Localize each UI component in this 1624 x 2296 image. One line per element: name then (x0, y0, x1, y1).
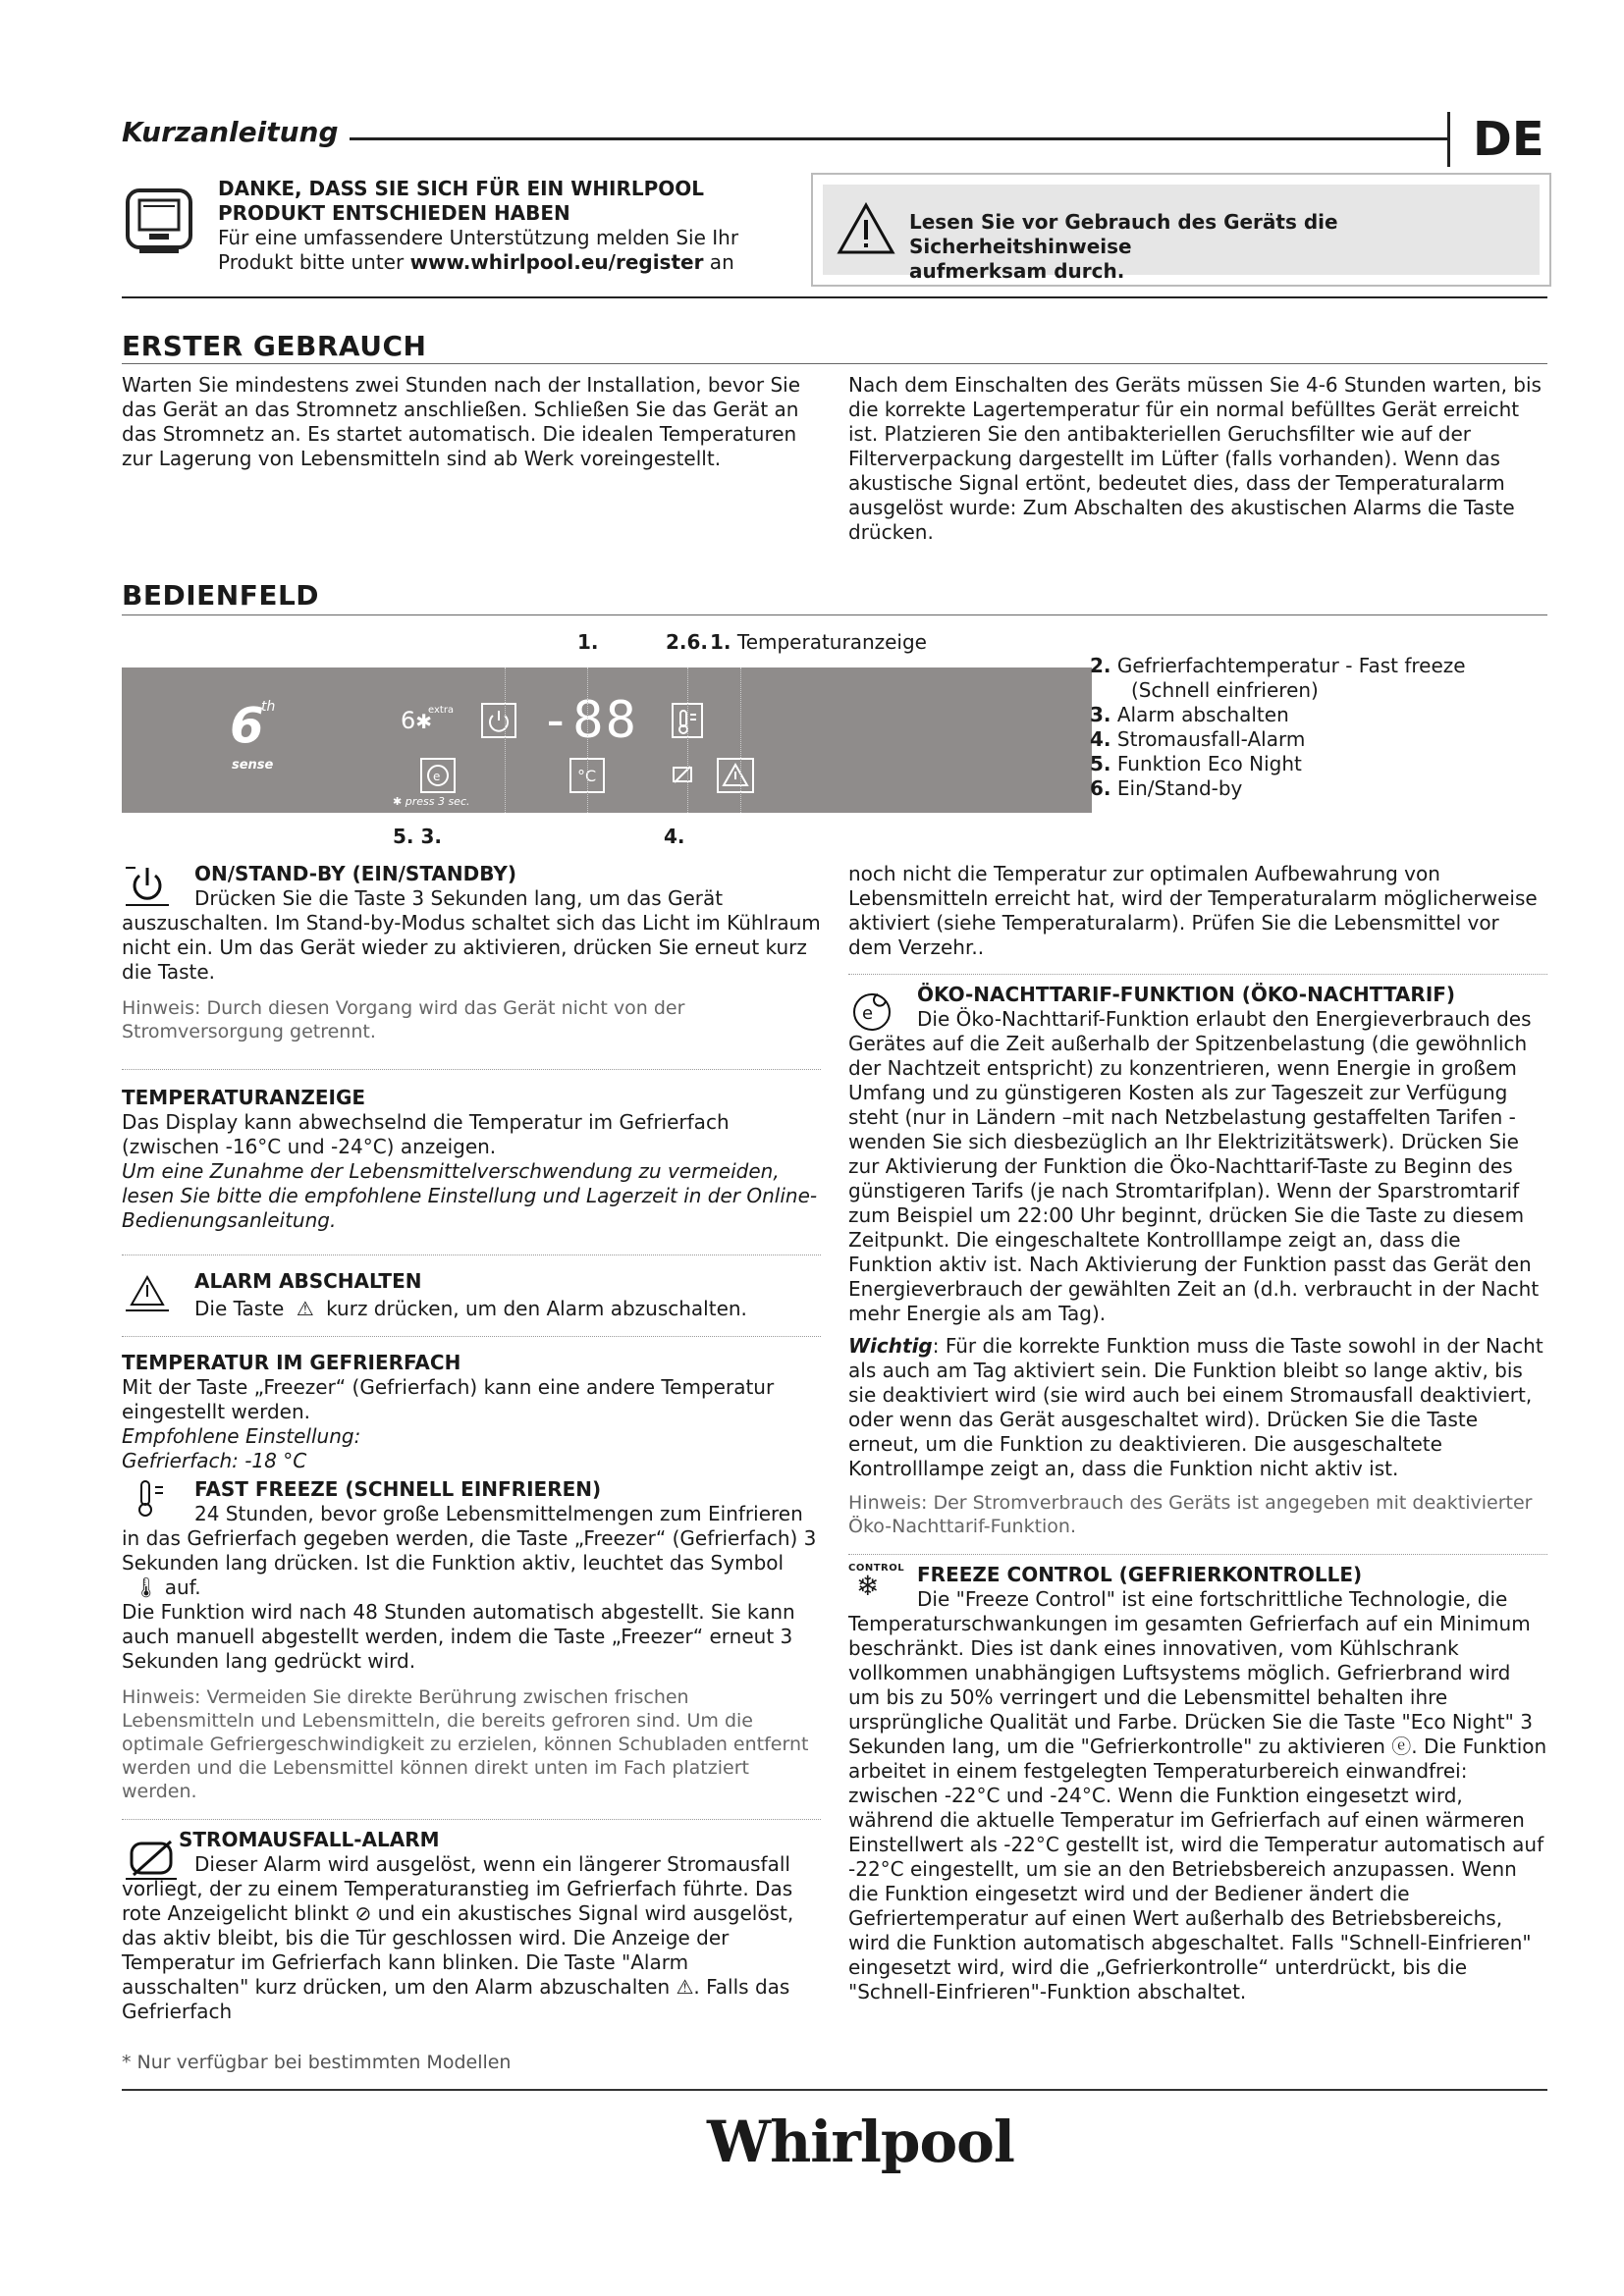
safety-warning-box (811, 173, 1551, 287)
section-title-erster-gebrauch: ERSTER GEBRAUCH (122, 330, 427, 362)
alarm-inline-icon-2: ⚠ (676, 1975, 694, 1999)
eco-night-icon (848, 987, 895, 1032)
eco-night-important: Wichtig: Für die korrekte Funktion muss die Taste sowohl in der Nacht als auch am Tag aktiviert sein. Die Funktion bleibt so lange aktiv, bis sie deaktiviert wird (sie wird auch bei einem Stromausfall deaktiviert, oder wenn das Gerät ausgeschaltet wird). Drücken Sie die Taste erneut, um die Funktion zu deaktivieren. Die ausgeschaltete Kontrolllampe zeigt an, dass die Funktion nicht aktiv ist. (848, 1334, 1543, 1480)
tgf-text: Mit der Taste „Freezer“ (Gefrierfach) kann eine andere Temperatur eingestellt werden. (122, 1375, 775, 1423)
section-heading-freeze-control: FREEZE CONTROL (GEFRIERKONTROLLE) (917, 1563, 1363, 1586)
alarm-icon (126, 1273, 169, 1312)
whirlpool-logo: Whirlpool (707, 2109, 1014, 2175)
section-heading-temperaturanzeige: TEMPERATURANZEIGE (122, 1086, 366, 1109)
guide-line (740, 667, 741, 813)
section-title-bedienfeld: BEDIENFELD (122, 579, 320, 612)
fast-freeze-text: 24 Stunden, bevor große Lebensmittelmengen zum Einfrieren in das Gefrierfach gegeben werden, die Taste „Freezer“ (Gefrierfach) 3 Sekunden lang drücken. Ist die Funktion aktiv, leuchtet das Symbol (122, 1502, 817, 1575)
safety-warning-text-1: Lesen Sie vor Gebrauch des Geräts die Sicherheitshinweise (909, 210, 1338, 258)
sense-word: sense (232, 758, 274, 773)
section-heading-fast-freeze: FAST FREEZE (SCHNELL EINFRIEREN) (194, 1477, 602, 1501)
footer-rule (122, 2089, 1547, 2091)
panel-label-1: 1. (577, 630, 599, 654)
sense-sup: th (261, 699, 276, 715)
eco-night-note: Hinweis: Der Stromverbrauch des Geräts ist angegeben mit deaktivierter Öko-Nachttarif-Funktion. (848, 1492, 1533, 1537)
panel-label-5-3: 5. 3. (393, 825, 442, 848)
fast-freeze-note: Hinweis: Vermeiden Sie direkte Berührung zwischen frischen Lebensmitteln und Lebensmitteln, die bereits gefroren sind. Um die optimale Gefriergeschwindigkeit zu erzielen, können Schubladen entfernt werden und die Lebensmittel können direkt unten im Fach platziert werden. (122, 1686, 809, 1802)
power-failure-icon (126, 1838, 181, 1881)
section-heading-eco-night: ÖKO-NACHTTARIF-FUNKTION (ÖKO-NACHTTARIF) (917, 983, 1456, 1006)
press-3-sec-label: ✱ press 3 sec. (393, 795, 470, 808)
freeze-control-badge: CONTROL (848, 1563, 905, 1574)
sense-number: 6 (230, 697, 264, 754)
section-heading-temperatur-gefrierfach: TEMPERATUR IM GEFRIERFACH (122, 1351, 461, 1374)
guide-line (587, 667, 588, 813)
divider (848, 974, 1547, 975)
fast-freeze-section (122, 1477, 821, 1803)
section-separator (122, 296, 1547, 298)
power-icon (126, 866, 169, 907)
thermometer-icon (135, 1479, 167, 1519)
right-column (848, 862, 1547, 2004)
section-heading-alarm: ALARM ABSCHALTEN (194, 1269, 422, 1293)
divider (122, 1819, 821, 1820)
power-failure-section (122, 1828, 821, 2024)
alarm-section (122, 1269, 821, 1318)
guide-line (687, 667, 688, 813)
legend-item-3: 3. Alarm abschalten (1090, 703, 1289, 726)
control-panel (122, 667, 1092, 813)
section-heading-stromausfall: STROMAUSFALL-ALARM (179, 1828, 440, 1851)
freeze-control-section (848, 1563, 1547, 2004)
legend-item-4: 4. Stromausfall-Alarm (1090, 727, 1306, 751)
legend-item-6: 6. Ein/Stand-by (1090, 776, 1243, 800)
power-failure-icon (672, 764, 693, 785)
eco-night-section (848, 983, 1547, 1538)
thanks-text-2: Produkt bitte unter (218, 250, 410, 274)
temperature-alarm-continuation: noch nicht die Temperatur zur optimalen Aufbewahrung von Lebensmitteln erreicht hat, wird der Temperaturalarm möglicherweise aktiviert (siehe Temperaturalarm). Prüfen Sie die Lebensmittel vor dem Verzehr.. (848, 862, 1538, 959)
language-code: DE (1473, 112, 1544, 167)
extra-label: extra (428, 705, 455, 716)
panel-label-2-6: 2.6. (666, 630, 709, 654)
tgf-italic-1: Empfohlene Einstellung: (122, 1424, 361, 1448)
alarm-off-button[interactable] (717, 758, 754, 793)
divider (848, 1554, 1547, 1555)
page-title: Kurzanleitung (122, 116, 339, 148)
eco-night-button[interactable] (420, 758, 456, 793)
header-rule (350, 137, 1447, 140)
legend-item-5: 5. Funktion Eco Night (1090, 752, 1302, 775)
panel-legend (1090, 654, 1502, 801)
legend-item-2: 2. Gefrierfachtemperatur - Fast freeze (1090, 654, 1466, 677)
temperature-display: -88 (540, 691, 638, 750)
thermometer-inline-icon: 🌡 (134, 1575, 159, 1599)
svg-text:e: e (862, 1003, 874, 1024)
erster-gebrauch-right: Nach dem Einschalten des Geräts müssen Sie 4-6 Stunden warten, bis die korrekte Lagertemperatur für ein normal befülltes Gerät erreicht ist. Platzieren Sie den antibakteriellen Geruchsfilter wie auf der Filterverpackung dargestellt im Lüfter (falls vorhanden). Wenn das akustische Signal ertönt, bedeutet dies, dass der Temperaturalarm ausgelöst wurde: Zum Abschalten des akustischen Alarms die Taste drücken. (848, 373, 1542, 544)
freeze-control-text: Die "Freeze Control" ist eine fortschrittliche Technologie, die Temperaturschwankungen im gesamten Gefrierfach auf ein Minimum beschränkt. Dies ist dank eines innovativen, vom Kühlschrank vollkommen unabhängigen Luftsystems möglich. Gefrierbrand wird um bis zu 50% verringert und die Lebensmittel behalten ihre ursprüngliche Qualität und Farbe. Drücken Sie die Taste "Eco Night" 3 Sekunden lang, um die "Gefrierkontrolle" zu aktivieren ⓔ. Die Funktion arbeitet in einem festgelegten Temperaturbereich einwandfrei: zwischen -22°C und -24°C. Wenn die Funktion eingesetzt wird, während die aktuelle Temperatur im Gefrierfach auf einen wärmeren Einstellwert als -22°C gestellt ist, wird die Temperatur automatisch auf -22°C eingestellt, um sie an den Betriebsbereich anzupassen. Wenn die Funktion eingesetzt wird und der Bediener ändert die Gefriertemperatur auf einen Wert außerhalb des Betriebsbereichs, wird die Funktion automatisch abgeschaltet. Falls "Schnell-Einfrieren" eingesetzt wird, wird die „Gefrierkontrolle“ unterdrückt, bis die "Schnell-Einfrieren"-Funktion abschaltet. (848, 1587, 1547, 2003)
temperaturanzeige-italic: Um eine Zunahme der Lebensmittelverschwendung zu vermeiden, lesen Sie bitte die empfohlene Einstellung und Lagerzeit in der Online-Bedienungsanleitung. (122, 1159, 818, 1232)
header-divider (1447, 112, 1450, 167)
footnote: * Nur verfügbar bei bestimmten Modellen (122, 2052, 512, 2073)
section-heading-onstandby: ON/STAND-BY (EIN/STANDBY) (194, 862, 516, 885)
thanks-text-3: an (703, 250, 734, 274)
onstandby-text: Drücken Sie die Taste 3 Sekunden lang, um das Gerät auszuschalten. Im Stand-by-Modus schaltet sich das Licht im Kühlraum nicht ein. Um das Gerät wieder zu aktivieren, drücken Sie erneut kurz die Taste. (122, 886, 821, 984)
divider (122, 1069, 821, 1070)
onstandby-note: Hinweis: Durch diesen Vorgang wird das Gerät nicht von der Stromversorgung getrennt. (122, 997, 685, 1042)
guide-line (505, 667, 506, 813)
thanks-heading-2: PRODUKT ENTSCHIEDEN HABEN (218, 201, 570, 225)
computer-icon (126, 188, 192, 257)
thanks-heading-1: DANKE, DASS SIE SICH FÜR EIN WHIRLPOOL (218, 177, 705, 200)
left-column (122, 862, 821, 2024)
snowflake-icon: ❄ (856, 1570, 880, 1602)
eco-night-text: Die Öko-Nachttarif-Funktion erlaubt den Energieverbrauch des Gerätes auf die Zeit außerhalb der Spitzenbelastung (die gewöhnlich der Nachtzeit entspricht) zu konzentrieren, wenn Energie in großem Umfang und zu günstigeren Kosten als zur Tageszeit zur Verfügung steht (nur in Ländern –mit nach Netzbelastung gestaffelten Tarifen - wenden Sie sich diesbezüglich an Ihr Elektrizitätswerk). Drücken Sie zur Aktivierung der Funktion die Öko-Nachttarif-Taste zu Beginn des günstigeren Tarifs (je nach Stromtarifplan). Wenn der Sparstromtarif zum Beispiel um 22:00 Uhr beginnt, drücken Sie die Taste zu diesem Zeitpunkt. Die eingeschaltete Kontrolllampe zeigt an, dass die Funktion aktiv ist. Nach Aktivierung der Funktion passt das Gerät den Energieverbrauch der gewählten Zeit an (d.h. verbraucht in der Nacht mehr Energie als am Tag). (848, 1007, 1540, 1325)
safety-warning-text-2: aufmerksam durch. (909, 259, 1125, 283)
alarm-inline-icon: ⚠ (296, 1297, 314, 1320)
temperaturanzeige-text: Das Display kann abwechselnd die Temperatur im Gefrierfach (zwischen -16°C und -24°C) anzeigen. (122, 1110, 730, 1158)
svg-text:e: e (433, 770, 441, 783)
freezer-6-icon: 6✱ (401, 707, 433, 734)
section-rule (122, 363, 1547, 364)
svg-text:°C: °C (577, 767, 597, 785)
divider (122, 1336, 821, 1337)
alarm-text: Die Taste ⚠ kurz drücken, um den Alarm abzuschalten. (194, 1297, 747, 1320)
power-failure-inline-icon: ⊘ (354, 1901, 372, 1925)
tgf-italic-2: Gefrierfach: -18 °C (122, 1449, 307, 1472)
eco-inline-icon: ⓔ (1391, 1735, 1412, 1758)
press-label: press 3 sec. (405, 795, 470, 808)
fast-freeze-text-b: 🌡 auf. (134, 1575, 201, 1599)
register-link[interactable]: www.whirlpool.eu/register (409, 250, 704, 274)
stromausfall-text: Dieser Alarm wird ausgelöst, wenn ein längerer Stromausfall vorliegt, der zu einem Temperaturanstieg im Gefrierfach führte. Das rote Anzeigelicht blinkt ⊘ und ein akustisches Signal wird ausgelöst, das aktiv bleibt, bis die Tür geschlossen wird. Die Anzeige der Temperatur im Gefrierfach kann blinken. Die Taste "Alarm ausschalten" kurz drücken, um den Alarm abzuschalten ⚠. Falls das Gefrierfach (122, 1852, 794, 2023)
section-rule (122, 614, 1547, 615)
thanks-text: Für eine umfassendere Unterstützung melden Sie Ihr (218, 226, 739, 249)
thanks-block (218, 177, 768, 275)
warning-icon (837, 202, 895, 255)
legend-item-2b: (Schnell einfrieren) (1131, 678, 1319, 702)
power-button[interactable] (481, 703, 516, 738)
legend-item-1: 1. Temperaturanzeige (710, 630, 927, 654)
erster-gebrauch-left: Warten Sie mindestens zwei Stunden nach der Installation, bevor Sie das Gerät an das Stromnetz anschließen. Schließen Sie das Gerät an das Stromnetz an. Es startet automatisch. Die idealen Temperaturen zur Lagerung von Lebensmitteln sind ab Werk voreingestellt. (122, 373, 801, 470)
panel-label-4: 4. (664, 825, 685, 848)
fast-freeze-text-2: Die Funktion wird nach 48 Stunden automatisch abgestellt. Sie kann auch manuell abgestellt werden, indem die Taste „Freezer“ erneut 3 Sekunden lang gedrückt wird. (122, 1600, 795, 1673)
